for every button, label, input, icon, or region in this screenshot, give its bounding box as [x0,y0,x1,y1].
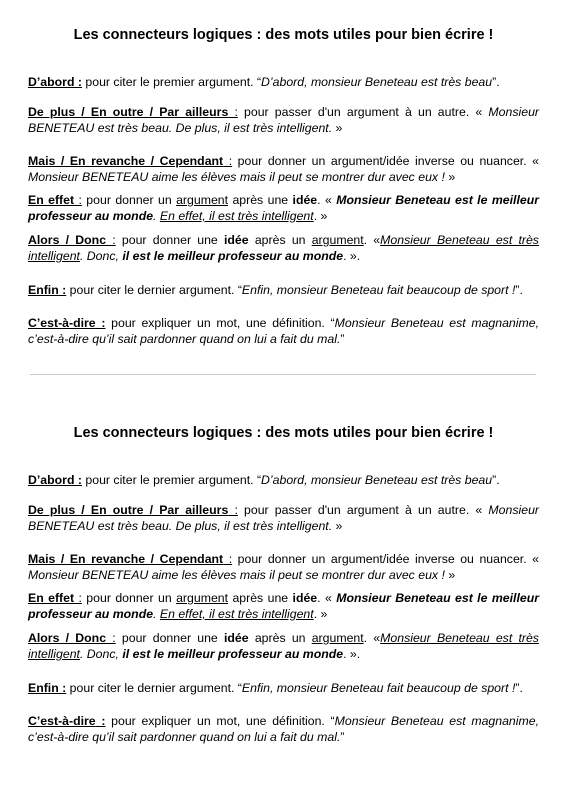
entry-en-effet: En effet : pour donner un argument après une idée. « Monsieur Beneteau est le meilleur professeur au monde. En effet, il est très intelligent. » [28,591,540,621]
cut-line-divider [30,374,536,375]
connector-term: De plus / En outre / Par ailleurs [28,105,229,119]
example-text: D’abord, monsieur Beneteau est très beau [261,75,493,89]
connector-term: Enfin [28,681,59,695]
connector-term: De plus / En outre / Par ailleurs [28,503,229,517]
worksheet-bottom [28,424,539,745]
example-text: Monsieur BENETEAU est très beau. De plus, il est très intelligent. [28,503,539,533]
connector-term: En effet [28,193,75,207]
entry-dabord: D’abord : pour citer le premier argument. “D’abord, monsieur Beneteau est très beau”. [28,75,500,89]
entry-dabord: D’abord : pour citer le premier argument. “D’abord, monsieur Beneteau est très beau”. [28,473,500,487]
entry-donc: Alors / Donc : pour donner une idée après un argument. «Monsieur Beneteau est très intelligent. Donc, il est le meilleur professeur au monde. ». [28,631,539,661]
example-text: Enfin, monsieur Beneteau fait beaucoup de sport ! [241,681,516,695]
example-text: Monsieur Beneteau est le meilleur professeur au monde [28,591,540,621]
connector-term: Alors / Donc [28,631,107,645]
page-title: Les connecteurs logiques : des mots utiles pour bien écrire ! [73,425,494,441]
example-text: Monsieur Beneteau est magnanime, c’est-à-dire qu’il sait pardonner quand on lui a fait du mal. [28,714,540,744]
example-text: Monsieur BENETEAU aime les élèves mais il peut se montrer dur avec eux ! [28,568,445,582]
entry-donc: Alors / Donc : pour donner une idée après un argument. «Monsieur Beneteau est très intelligent. Donc, il est le meilleur professeur au monde. ». [28,233,539,263]
connector-term: Enfin [28,283,59,297]
entry-cest-a-dire: C’est-à-dire : pour expliquer un mot, une définition. “Monsieur Beneteau est magnanime, c’est-à-dire qu’il sait pardonner quand on lui a fait du mal.” [28,316,540,346]
entry-enfin: Enfin : pour citer le dernier argument. “Enfin, monsieur Beneteau fait beaucoup de sport !”. [28,283,523,297]
example-text: D’abord, monsieur Beneteau est très beau [261,473,493,487]
entry-de-plus: De plus / En outre / Par ailleurs : pour passer d'un argument à un autre. « Monsieur BENETEAU est très beau. De plus, il est très intelligent. » [28,105,539,135]
worksheet-top [28,26,539,347]
example-text: Enfin, monsieur Beneteau fait beaucoup de sport ! [241,283,516,297]
connector-term: Mais / En revanche / Cependant [28,552,224,566]
example-text: Monsieur Beneteau est très intelligent [28,233,539,263]
connector-term: C’est-à-dire [28,714,96,728]
connector-term: D’abord [28,473,75,487]
example-text: Monsieur Beneteau est le meilleur professeur au monde [28,193,540,223]
entry-en-effet: En effet : pour donner un argument après une idée. « Monsieur Beneteau est le meilleur professeur au monde. En effet, il est très intelligent. » [28,193,540,223]
connector-term: C’est-à-dire [28,316,96,330]
entry-mais: Mais / En revanche / Cependant : pour donner un argument/idée inverse ou nuancer. « Monsieur BENETEAU aime les élèves mais il peut se montrer dur avec eux ! » [28,154,540,184]
connector-term: Alors / Donc [28,233,107,247]
entry-de-plus: De plus / En outre / Par ailleurs : pour passer d'un argument à un autre. « Monsieur BENETEAU est très beau. De plus, il est très intelligent. » [28,503,539,533]
example-text: Monsieur Beneteau est magnanime, c’est-à-dire qu’il sait pardonner quand on lui a fait du mal. [28,316,540,346]
page-title: Les connecteurs logiques : des mots utiles pour bien écrire ! [73,27,494,43]
example-text: Monsieur BENETEAU est très beau. De plus, il est très intelligent. [28,105,539,135]
connector-term: D’abord [28,75,75,89]
connector-term: En effet [28,591,75,605]
entry-cest-a-dire: C’est-à-dire : pour expliquer un mot, une définition. “Monsieur Beneteau est magnanime, c’est-à-dire qu’il sait pardonner quand on lui a fait du mal.” [28,714,540,744]
entry-mais: Mais / En revanche / Cependant : pour donner un argument/idée inverse ou nuancer. « Monsieur BENETEAU aime les élèves mais il peut se montrer dur avec eux ! » [28,552,540,582]
entry-enfin: Enfin : pour citer le dernier argument. “Enfin, monsieur Beneteau fait beaucoup de sport !”. [28,681,523,695]
example-text: Monsieur BENETEAU aime les élèves mais il peut se montrer dur avec eux ! [28,170,445,184]
example-text: Monsieur Beneteau est très intelligent [28,631,539,661]
connector-term: Mais / En revanche / Cependant [28,154,224,168]
